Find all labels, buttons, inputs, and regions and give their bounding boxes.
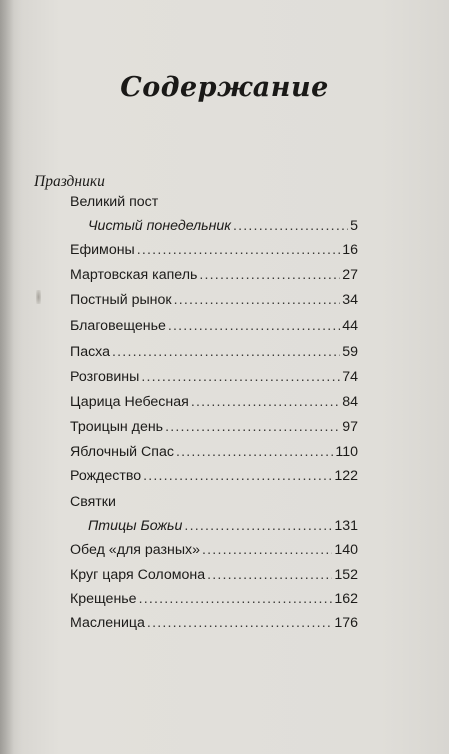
toc-entry <box>88 217 358 235</box>
toc-leader-dots <box>139 590 333 608</box>
paper-speck <box>36 290 41 304</box>
toc-leader-dots <box>191 393 340 411</box>
toc-leader-dots <box>176 443 333 461</box>
toc-entry-title: Крещенье <box>70 591 137 607</box>
toc-entry-title: Рождество <box>70 468 142 484</box>
toc-entry-page: 5 <box>350 218 358 234</box>
toc-leader-dots <box>184 517 332 535</box>
toc-entry-title: Птицы Божьи <box>88 518 183 534</box>
toc-leader-dots <box>147 614 332 632</box>
toc-entry <box>70 343 358 361</box>
toc-entry <box>70 443 358 461</box>
section-title: Праздники <box>34 173 105 190</box>
toc-leader-dots <box>174 291 341 309</box>
toc-leader-dots <box>202 541 332 559</box>
toc-entry-page: 122 <box>334 468 358 484</box>
toc-entry-title: Круг царя Соломона <box>70 567 206 583</box>
toc-leader-dots <box>168 317 340 335</box>
toc-entry-title: Троицын день <box>70 419 164 435</box>
toc-leader-dots <box>233 217 348 235</box>
toc-entry-page: 44 <box>342 318 358 334</box>
toc-entry-page: 34 <box>342 292 358 308</box>
toc-entry-page: 16 <box>342 242 358 258</box>
toc-entry-title: Постный рынок <box>70 292 172 308</box>
toc-entry <box>70 614 358 632</box>
group-label-christmastide: Святки <box>70 494 116 510</box>
toc-leader-dots <box>165 418 340 436</box>
toc-entry-page: 27 <box>342 267 358 283</box>
toc-entry <box>70 393 358 411</box>
toc-leader-dots <box>143 467 332 485</box>
toc-entry <box>88 517 358 535</box>
toc-entry-page: 152 <box>334 567 358 583</box>
toc-entry-page: 84 <box>342 394 358 410</box>
toc-leader-dots <box>137 241 340 259</box>
toc-entry-title: Розговины <box>70 369 140 385</box>
toc-entry <box>70 541 358 559</box>
toc-entry <box>70 266 358 284</box>
toc-entry <box>70 368 358 386</box>
page-title: Содержание <box>120 72 329 103</box>
toc-entry-page: 176 <box>334 615 358 631</box>
toc-entry-title: Мартовская капель <box>70 267 198 283</box>
toc-entry-title: Благовещенье <box>70 318 166 334</box>
toc-leader-dots <box>207 566 332 584</box>
toc-entry-page: 162 <box>334 591 358 607</box>
toc-entry-title: Яблочный Спас <box>70 444 174 460</box>
toc-entry-title: Обед «для разных» <box>70 542 201 558</box>
toc-entry <box>70 291 358 309</box>
spine-shadow <box>0 0 14 754</box>
toc-entry-title: Царица Небесная <box>70 394 189 410</box>
toc-entry-title: Ефимоны <box>70 242 135 258</box>
toc-entry-page: 140 <box>334 542 358 558</box>
toc-entry-title: Пасха <box>70 344 111 360</box>
toc-entry-title: Чистый понедельник <box>88 218 231 234</box>
toc-entry <box>70 418 358 436</box>
toc-entry <box>70 241 358 259</box>
toc-entry-page: 74 <box>342 369 358 385</box>
toc-entry-page: 110 <box>335 444 358 460</box>
toc-entry <box>70 566 358 584</box>
toc-entry-page: 97 <box>342 419 358 435</box>
toc-leader-dots <box>112 343 340 361</box>
toc-entry <box>70 590 358 608</box>
toc-entry <box>70 467 358 485</box>
toc-entry-title: Масленица <box>70 615 145 631</box>
toc-leader-dots <box>199 266 340 284</box>
toc-entry <box>70 317 358 335</box>
toc-entry-page: 131 <box>334 518 358 534</box>
group-label-lent: Великий пост <box>70 194 159 210</box>
toc-entry-page: 59 <box>342 344 358 360</box>
toc-leader-dots <box>141 368 340 386</box>
